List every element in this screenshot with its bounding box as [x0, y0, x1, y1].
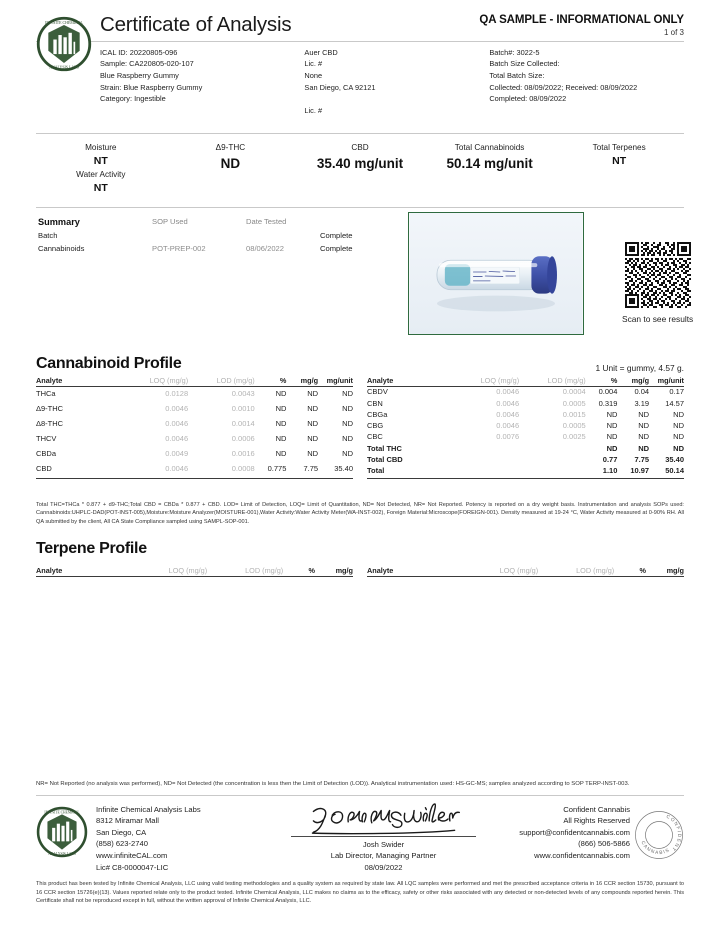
cell-loq: 0.0046	[165, 419, 189, 429]
cell-percent: 1.10	[586, 466, 618, 479]
cell-mgunit: ND	[342, 434, 353, 444]
table-header-row	[367, 376, 684, 387]
document-header	[36, 0, 684, 117]
table-row	[36, 432, 353, 447]
batch-info-block	[489, 47, 684, 117]
summary-row-date	[246, 230, 318, 241]
svg-text:ANALYSIS LABS: ANALYSIS LABS	[48, 851, 76, 856]
terpene-footnote: NR= Not Reported (no analysis was performed), ND= Not Detected (the concentration is less then the Limit of Detection (LOD)). Analytical instrumentation used: HS-GC-MS; samples analyzed according to SOP TERP-INST-003.	[36, 780, 630, 787]
cell-loq: 0.0049	[165, 449, 189, 458]
cannabinoid-profile-section	[36, 355, 684, 527]
lab-phone[interactable]: (858) 623-2740	[96, 839, 148, 849]
cc-phone[interactable]: (866) 506-5866	[578, 839, 630, 849]
signer-name: Josh Swider	[362, 839, 405, 849]
col-mgg: mg/g	[617, 376, 649, 387]
sample-info-line: Blue Raspberry Gummy	[100, 70, 179, 80]
cell-loq: 0.0046	[496, 409, 520, 419]
cell-lod: 0.0005	[562, 421, 586, 431]
cell-lod: 0.0005	[562, 398, 586, 408]
table-row-total-cbd	[367, 454, 684, 465]
cell-percent: ND	[275, 449, 287, 458]
cell-percent: ND	[275, 434, 287, 444]
cell-loq	[453, 443, 520, 454]
signer-role: Lab Director, Managing Partner	[330, 851, 437, 861]
cell-mgg: ND	[638, 443, 650, 453]
cell-percent: ND	[275, 404, 287, 414]
cannabinoid-tables	[36, 376, 684, 479]
lab-city: San Diego, CA	[96, 827, 147, 837]
cell-analyte: Δ9-THC	[36, 404, 64, 414]
client-info-line: San Diego, CA 92121	[304, 82, 376, 92]
summary-section	[36, 214, 694, 324]
cell-mgunit: 35.40	[318, 461, 353, 478]
col-lod: LOD (mg/g)	[207, 566, 283, 577]
metric-label-water-activity: Water Activity	[76, 170, 126, 180]
svg-text:INFINITE CHEMICAL: INFINITE CHEMICAL	[45, 20, 83, 25]
footer-top-divider	[36, 795, 684, 796]
cell-lod: 0.0014	[231, 419, 255, 429]
qr-caption: Scan to see results	[622, 313, 694, 324]
summary-header-row	[38, 216, 369, 228]
cell-analyte: Δ8-THC	[36, 419, 64, 429]
cell-mgg: 7.75	[286, 461, 318, 478]
metric-label: Total Terpenes	[592, 142, 646, 152]
signature-date: 08/09/2022	[364, 862, 403, 872]
metric-cbd	[295, 142, 425, 197]
metric-total-cannabinoids	[425, 142, 555, 197]
cell-lod: 0.0043	[231, 389, 255, 399]
summary-row-date: 08/06/2022	[246, 243, 285, 253]
summary-col-date: Date Tested	[246, 216, 287, 226]
qa-sample-banner	[479, 14, 684, 37]
terpene-profile-section	[36, 540, 684, 578]
cell-percent: 0.77	[602, 454, 618, 464]
cell-mgunit: 35.40	[665, 454, 684, 464]
cell-loq: 0.0128	[165, 389, 189, 399]
cell-lod: 0.0006	[231, 434, 255, 444]
cannabinoid-table-right	[367, 376, 684, 479]
table-header-row	[36, 376, 353, 387]
cell-analyte: Total	[367, 466, 453, 479]
col-lod: LOD (mg/g)	[519, 376, 586, 387]
summary-heading: Summary	[38, 216, 80, 227]
cell-analyte: THCa	[36, 389, 56, 399]
cell-percent: ND	[275, 419, 287, 429]
cell-percent: 0.775	[255, 461, 287, 478]
confident-cannabis-block	[481, 804, 684, 862]
cell-lod: 0.0016	[231, 449, 255, 458]
cell-percent: ND	[606, 443, 618, 453]
cell-percent: ND	[606, 432, 618, 442]
cell-lod: 0.0025	[562, 432, 586, 442]
metric-label: Total Cannabinoids	[454, 142, 525, 152]
cell-lod: 0.0004	[562, 387, 586, 397]
col-loq: LOQ (mg/g)	[131, 566, 207, 577]
cell-mgunit: 0.17	[669, 387, 684, 397]
cell-mgg: ND	[307, 434, 319, 444]
col-loq: LOQ (mg/g)	[122, 376, 189, 387]
summary-row-sop	[152, 230, 244, 241]
cell-mgg: 0.04	[634, 387, 650, 397]
legal-disclaimer: This product has been tested by Infinite Chemical Analysis, LLC using valid testing methodologies and a quality system as required by state law. All LQC samples were performed and met the prescribed acceptance criteria in 16 CCR section 15730, pursuant to 16 CCR section 15726(e)(13). Values reported relate only to the product tested. Infinite Chemical Analysis, LLC makes no claims as to the efficacy, safety or other risks associated with any detected or non-detected levels of any compounds reported herein. This Certificate shall not be reproduced except in full, without the written approval of Infinite Chemical Analysis, LLC.	[36, 881, 684, 905]
metric-value: ND	[220, 155, 241, 171]
cell-loq	[453, 454, 520, 465]
cell-analyte: Total CBD	[367, 454, 403, 464]
cell-loq: 0.0046	[165, 404, 189, 414]
col-lod: LOD (mg/g)	[538, 566, 614, 577]
batch-info-line: Batch#: 3022-5	[489, 47, 540, 57]
sample-info-line: Sample: CA220805-020-107	[100, 59, 194, 69]
client-info-line: Lic. #	[304, 105, 323, 115]
col-percent: %	[586, 376, 618, 387]
table-empty-row	[367, 577, 684, 579]
col-mgunit: mg/unit	[649, 376, 684, 387]
footer-main	[36, 804, 684, 873]
cell-mgunit: ND	[673, 432, 684, 442]
col-mgg: mg/g	[315, 566, 353, 577]
metric-value: NT	[93, 154, 108, 167]
summary-row-name: Batch	[38, 230, 58, 240]
media-block	[408, 212, 693, 335]
cell-analyte: CBGa	[367, 409, 388, 419]
cannabinoid-table-left	[36, 376, 353, 479]
lab-address-block	[96, 804, 286, 873]
cell-loq: 0.0046	[122, 461, 189, 478]
document-footer	[36, 780, 684, 906]
cell-loq: 0.0076	[496, 432, 520, 442]
qa-banner-text: QA SAMPLE - INFORMATIONAL ONLY	[479, 14, 684, 26]
cell-mgg: ND	[638, 409, 650, 419]
cell-loq: 0.0046	[165, 434, 189, 444]
svg-text:INFINITE CHEMICAL: INFINITE CHEMICAL	[44, 810, 80, 815]
cell-analyte: CBD	[36, 461, 122, 478]
cell-percent: ND	[606, 409, 618, 419]
cell-lod: 0.0010	[231, 404, 255, 414]
cell-mgunit: ND	[342, 419, 353, 429]
infinite-chemical-logo-icon	[36, 16, 92, 72]
cell-mgunit: ND	[673, 421, 684, 431]
cell-analyte: CBDa	[36, 449, 57, 458]
lab-name: Infinite Chemical Analysis Labs	[96, 804, 201, 814]
table-row	[367, 409, 684, 420]
cell-percent: ND	[606, 421, 618, 431]
table-empty-row	[36, 577, 353, 579]
table-row	[367, 398, 684, 409]
cell-analyte: CBG	[367, 421, 384, 431]
col-percent: %	[283, 566, 315, 577]
cell-mgunit: ND	[342, 389, 353, 399]
metric-moisture	[36, 142, 166, 197]
cell-mgg: ND	[307, 419, 319, 429]
metric-label: Moisture	[85, 142, 117, 152]
batch-info-line: Completed: 08/09/2022	[489, 94, 567, 104]
header-info-columns	[100, 47, 684, 117]
product-photo	[408, 212, 584, 335]
summary-metrics-band	[36, 133, 684, 208]
col-analyte: Analyte	[367, 566, 462, 577]
table-header-row	[36, 566, 353, 577]
cc-website[interactable]: www.confidentcannabis.com	[534, 850, 630, 860]
signature-block	[286, 802, 481, 873]
svg-text:ANALYSIS LABS: ANALYSIS LABS	[49, 65, 79, 70]
col-loq: LOQ (mg/g)	[462, 566, 538, 577]
confident-cannabis-seal-icon	[634, 810, 684, 860]
col-percent: %	[255, 376, 287, 387]
cell-mgg: 3.19	[634, 398, 650, 408]
col-analyte: Analyte	[36, 376, 122, 387]
sample-info-block	[100, 47, 304, 117]
cell-loq: 0.0046	[496, 398, 520, 408]
page-title: Certificate of Analysis	[100, 13, 292, 36]
metrics-bottom-divider	[36, 207, 684, 208]
sample-info-line: ICAL ID: 20220805-096	[100, 47, 178, 57]
client-info-line: Lic. #	[304, 59, 323, 69]
metric-total-terpenes	[554, 142, 684, 197]
metric-value: 35.40 mg/unit	[316, 155, 404, 171]
cannabinoid-footnote: Total THC=THCa * 0.877 + d9-THC;Total CBD = CBDa * 0.877 + CBD. LOD= Limit of Detection, LOQ= Limit of Quantitation, ND= Not Detected, NR= Not Reported. Potency is reported on a dry weight basis. Instrumentation and analysis SOPs used: Cannabinoids:UHPLC-DAD(POT-INST-005),Moisture:Moisture Analyzer(MOISTURE-001),Water Activity:Water Activity Meter(WA-INST-002), Foreign Material:Microscope(FOREIGN-001). Density measured at 19-24 °C, Water Activity measured at 0-90% RH. All QA submitted by the client, All CA State Compliance sampled using SAMPL-SOP-001.	[36, 501, 684, 525]
cell-lod	[519, 454, 586, 465]
svg-text:CONFIDENT: CONFIDENT	[665, 814, 682, 852]
cell-analyte: CBDV	[367, 387, 388, 397]
terpene-profile-title: Terpene Profile	[36, 540, 147, 558]
col-loq: LOQ (mg/g)	[453, 376, 520, 387]
cell-percent: ND	[275, 389, 287, 399]
cell-percent: 0.319	[598, 398, 618, 408]
table-row	[367, 386, 684, 398]
col-mgunit: mg/unit	[318, 376, 353, 387]
cell-mgunit: ND	[342, 404, 353, 414]
client-info-line: Auer CBD	[304, 47, 338, 57]
cell-analyte: CBN	[367, 398, 383, 408]
metric-value: 50.14 mg/unit	[446, 155, 533, 171]
svg-text:CANNABIS: CANNABIS	[639, 840, 672, 856]
cell-lod: 0.0015	[562, 409, 586, 419]
table-row	[36, 402, 353, 417]
table-row	[367, 432, 684, 443]
col-lod: LOD (mg/g)	[188, 376, 255, 387]
summary-col-sop: SOP Used	[152, 216, 188, 226]
table-row	[38, 243, 369, 254]
batch-info-line: Collected: 08/09/2022; Received: 08/09/2022	[489, 82, 638, 92]
metric-delta9-thc	[166, 142, 296, 197]
client-info-block	[304, 47, 489, 117]
metric-value-water-activity: NT	[93, 182, 108, 195]
table-row	[38, 230, 369, 241]
table-header-row	[367, 566, 684, 577]
status-badge: Complete	[320, 230, 353, 240]
sample-info-line: Strain: Blue Raspberry Gummy	[100, 82, 203, 92]
cell-mgunit: ND	[342, 449, 353, 458]
cell-mgg: 10.97	[617, 466, 649, 479]
terpene-tables	[36, 566, 684, 578]
table-row	[367, 421, 684, 432]
metric-label: CBD	[351, 142, 369, 152]
cell-mgg: ND	[638, 421, 650, 431]
table-row	[36, 461, 353, 478]
qr-block	[622, 242, 693, 324]
lab-street: 8312 Miramar Mall	[96, 816, 159, 826]
cell-mgg: ND	[307, 404, 319, 414]
cell-percent: 0.004	[598, 387, 618, 397]
cell-lod	[519, 443, 586, 454]
cell-analyte: Total THC	[367, 443, 402, 453]
status-badge: Complete	[320, 243, 353, 253]
cannabinoid-profile-title: Cannabinoid Profile	[36, 354, 182, 372]
cell-loq	[453, 466, 520, 479]
client-info-line: None	[304, 70, 323, 80]
cc-name: Confident Cannabis	[563, 804, 630, 814]
cell-lod	[519, 466, 586, 479]
batch-info-line: Total Batch Size:	[489, 70, 545, 80]
cell-mgg: ND	[307, 449, 319, 458]
terpene-table-left	[36, 566, 353, 578]
cell-loq: 0.0046	[496, 387, 520, 397]
page-number: 1 of 3	[663, 28, 684, 37]
lab-website[interactable]: www.infiniteCAL.com	[96, 850, 168, 860]
sample-info-line: Category: Ingestible	[100, 94, 166, 104]
infinite-chemical-logo-icon	[36, 806, 88, 858]
summary-row-sop: POT-PREP-002	[152, 243, 206, 253]
unit-note: 1 Unit = gummy, 4.57 g.	[595, 362, 684, 373]
signature-line	[291, 836, 476, 837]
metric-label: Δ9-THC	[215, 142, 246, 152]
cell-mgg: ND	[638, 432, 650, 442]
cell-mgunit: ND	[673, 443, 684, 453]
cell-analyte: CBC	[367, 432, 383, 442]
cc-email[interactable]: support@confidentcannabis.com	[519, 827, 630, 837]
col-analyte: Analyte	[36, 566, 131, 577]
signature-image	[304, 802, 464, 836]
lab-license: Lic# C8-0000047-LIC	[96, 862, 169, 872]
summary-row-name: Cannabinoids	[38, 243, 85, 253]
col-analyte: Analyte	[367, 376, 453, 387]
table-row	[36, 417, 353, 432]
col-mgg: mg/g	[286, 376, 318, 387]
cell-loq: 0.0046	[496, 421, 520, 431]
cell-mgunit: 50.14	[649, 466, 684, 479]
summary-table	[36, 214, 371, 256]
terpene-table-right	[367, 566, 684, 578]
table-row-total	[367, 466, 684, 479]
summary-col-status	[320, 216, 369, 228]
qr-code-icon	[625, 242, 691, 308]
cell-mgg: ND	[307, 389, 319, 399]
batch-info-line: Batch Size Collected:	[489, 59, 560, 69]
cell-mgg: 7.75	[634, 454, 650, 464]
cell-mgunit: ND	[673, 409, 684, 419]
header-divider	[36, 41, 684, 42]
cc-rights: All Rights Reserved	[563, 816, 630, 826]
metric-value: NT	[612, 154, 627, 167]
cell-lod: 0.0008	[188, 461, 255, 478]
cell-analyte: THCV	[36, 434, 57, 444]
table-row-total-thc	[367, 443, 684, 454]
table-row	[36, 447, 353, 462]
cell-mgunit: 14.57	[665, 398, 684, 408]
col-mgg: mg/g	[646, 566, 684, 577]
col-percent: %	[614, 566, 646, 577]
table-row	[36, 386, 353, 402]
